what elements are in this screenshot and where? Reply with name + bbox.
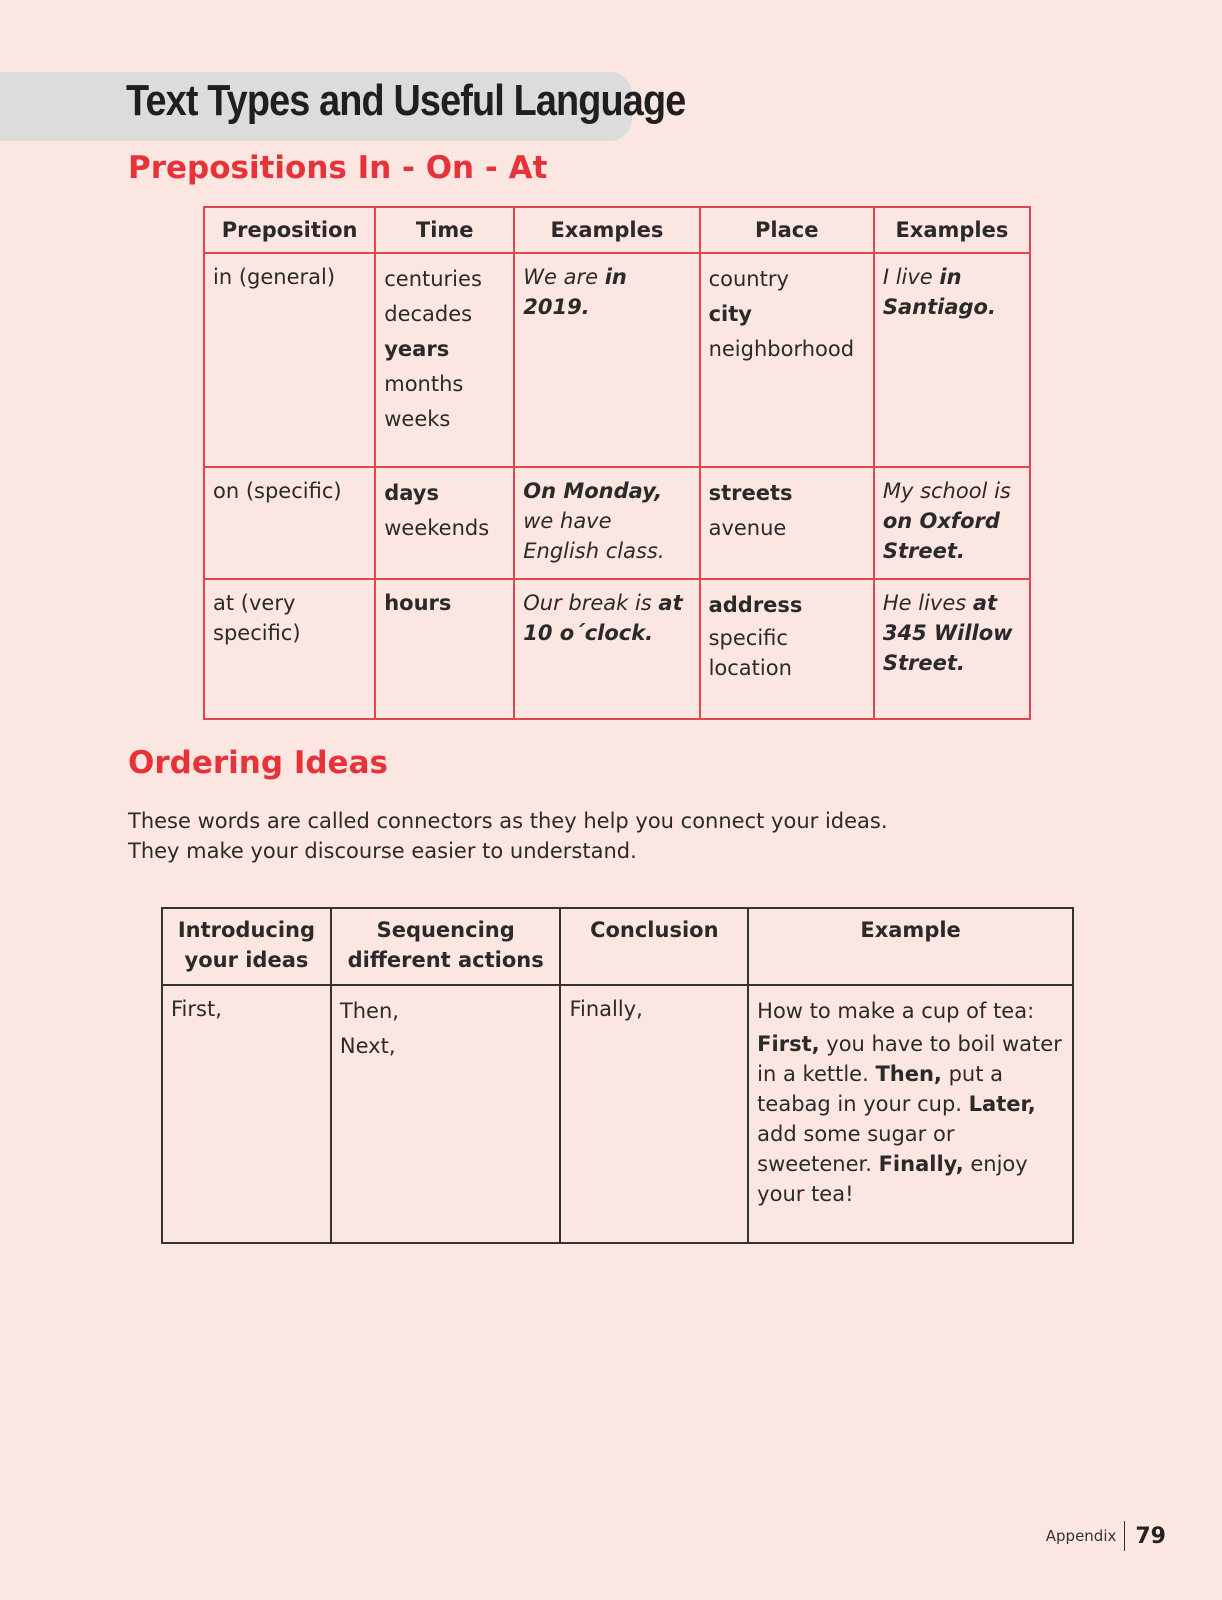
place-item: country <box>708 267 789 291</box>
prepositions-table <box>203 206 1031 720</box>
sequencing-cell <box>331 985 561 1243</box>
place-cell <box>700 467 874 579</box>
page-footer <box>1046 1521 1166 1551</box>
place-example-cell <box>874 253 1030 467</box>
example-emphasis: at 345 Willow Street. <box>882 591 1013 675</box>
place-item: avenue <box>708 516 787 540</box>
time-cell <box>375 253 514 467</box>
time-example-cell <box>514 467 699 579</box>
connector-word: First, <box>757 1032 820 1056</box>
example-emphasis: on Oxford Street. <box>882 509 1000 563</box>
example-text: Our break is <box>523 591 659 615</box>
header-time: Time <box>375 207 514 253</box>
connector-word: Later, <box>968 1092 1036 1116</box>
time-cell <box>375 579 514 719</box>
page-number: 79 <box>1135 1523 1166 1549</box>
footer-section-label: Appendix <box>1045 1527 1117 1545</box>
time-cell <box>375 467 514 579</box>
place-item: neighborhood <box>708 337 855 361</box>
example-text: He lives <box>882 591 973 615</box>
footer-divider <box>1124 1521 1125 1551</box>
example-text: put a teabag in your cup. <box>757 1062 1003 1116</box>
ordering-ideas-heading: Ordering Ideas <box>128 745 388 781</box>
connector-word: Then, <box>875 1062 942 1086</box>
place-cell <box>700 579 874 719</box>
example-cell <box>748 985 1073 1243</box>
connector-word: Finally, <box>878 1152 964 1176</box>
place-item: address <box>708 593 803 617</box>
sequencing-item: Then, <box>339 999 399 1023</box>
connectors-header-row <box>162 908 1073 985</box>
sequencing-item: Next, <box>339 1034 396 1058</box>
place-cell <box>700 253 874 467</box>
example-emphasis: at 10 o´clock. <box>523 591 683 645</box>
place-item: city <box>708 302 752 326</box>
example-emphasis: On Monday, <box>523 479 663 503</box>
header-sequencing: Sequencing different actions <box>331 908 561 985</box>
example-text: you have to boil water in a kettle. <box>757 1032 1062 1086</box>
table-row <box>162 985 1073 1243</box>
example-text: I live <box>882 265 940 289</box>
time-item: years <box>384 337 450 361</box>
header-conclusion: Conclusion <box>560 908 748 985</box>
place-item: streets <box>708 481 793 505</box>
table-row <box>204 253 1030 467</box>
example-text: we have English class. <box>523 509 665 563</box>
header-place-examples: Examples <box>874 207 1030 253</box>
introducing-cell: First, <box>162 985 331 1243</box>
header-time-examples: Examples <box>514 207 699 253</box>
time-item: hours <box>384 591 452 615</box>
header-introducing: Introducing your ideas <box>162 908 331 985</box>
example-text: My school is <box>882 479 1011 503</box>
time-item: centuries <box>384 267 482 291</box>
example-lead: How to make a cup of tea: <box>757 999 1035 1023</box>
intro-line: These words are called connectors as they help you connect your ideas. <box>128 809 888 833</box>
prepositions-header-row <box>204 207 1030 253</box>
header-preposition: Preposition <box>204 207 375 253</box>
example-text: We are <box>523 265 605 289</box>
conclusion-cell: Finally, <box>560 985 748 1243</box>
prepositions-heading: Prepositions In - On - At <box>128 150 548 186</box>
header-example: Example <box>748 908 1073 985</box>
time-item: weekends <box>384 516 490 540</box>
table-row <box>204 467 1030 579</box>
preposition-cell: at (very specific) <box>204 579 375 719</box>
example-text: add some sugar or sweetener. <box>757 1122 955 1176</box>
preposition-cell: in (general) <box>204 253 375 467</box>
example-text: enjoy your tea! <box>757 1152 1028 1206</box>
header-place: Place <box>700 207 874 253</box>
time-item: months <box>384 372 464 396</box>
ordering-intro <box>128 806 888 866</box>
page-title: Text Types and Useful Language <box>126 76 686 125</box>
place-item: specific location <box>708 626 792 680</box>
intro-line: They make your discourse easier to understand. <box>128 839 637 863</box>
time-example-cell <box>514 253 699 467</box>
example-emphasis: in 2019. <box>523 265 627 319</box>
connectors-table <box>161 907 1074 1244</box>
table-row <box>204 579 1030 719</box>
time-item: decades <box>384 302 473 326</box>
preposition-cell: on (specific) <box>204 467 375 579</box>
example-emphasis: in Santiago. <box>882 265 996 319</box>
time-item: days <box>384 481 439 505</box>
time-item: weeks <box>384 407 451 431</box>
place-example-cell <box>874 579 1030 719</box>
place-example-cell <box>874 467 1030 579</box>
time-example-cell <box>514 579 699 719</box>
